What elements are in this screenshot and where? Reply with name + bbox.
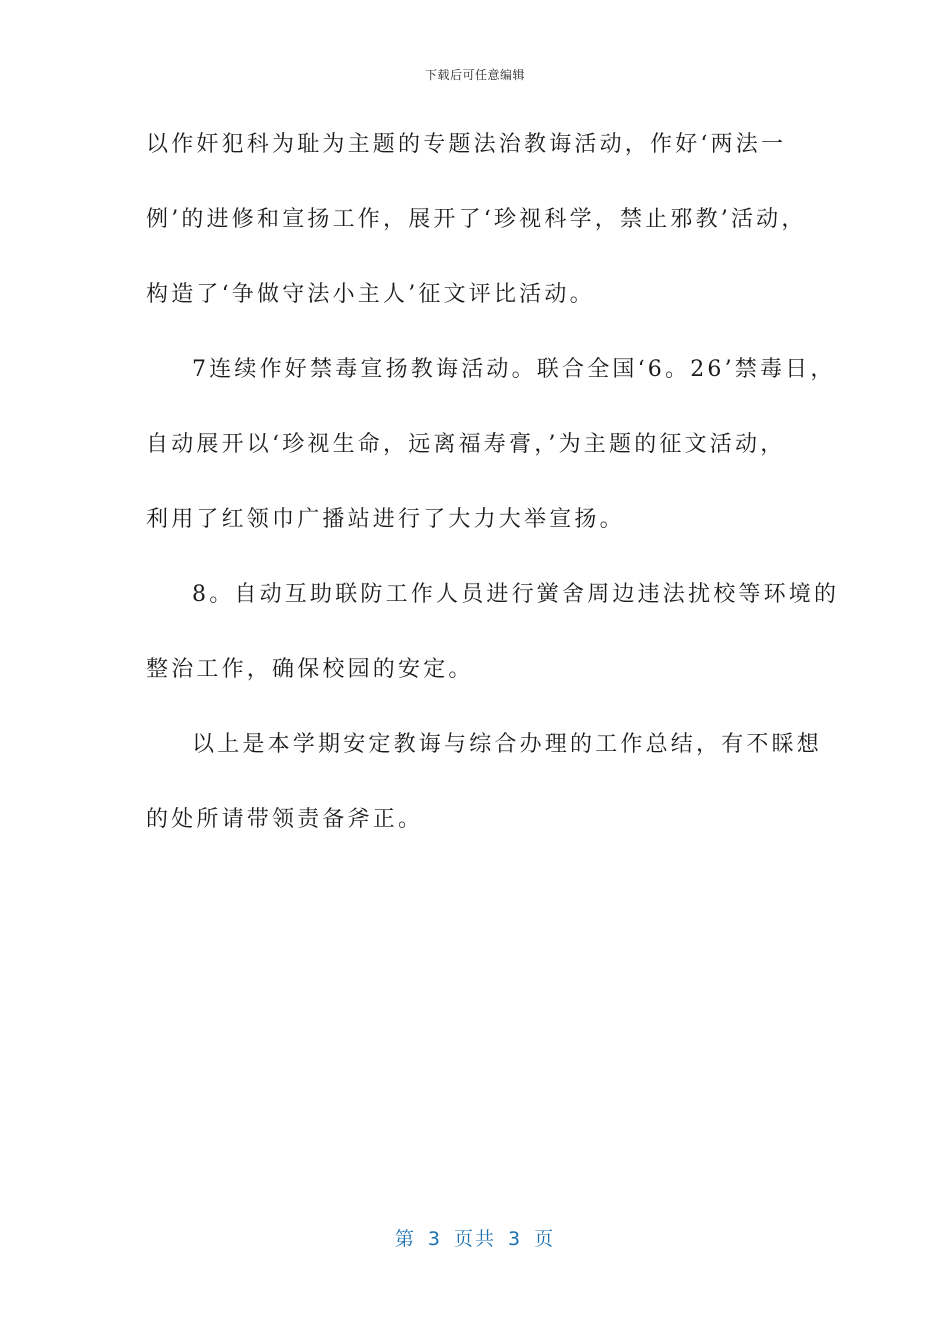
total-pages-number: 3 — [508, 1228, 523, 1250]
footer-middle: 页共 — [453, 1228, 496, 1250]
footer-prefix: 第 — [394, 1228, 416, 1250]
body-line: 的处所请带领责备斧正。 — [146, 807, 424, 832]
footer-suffix: 页 — [534, 1228, 556, 1250]
current-page-number: 3 — [427, 1228, 442, 1250]
body-line: 以上是本学期安定教诲与综合办理的工作总结，有不睬想 — [192, 732, 823, 757]
page-footer — [0, 1224, 950, 1251]
body-line: 例’的进修和宣扬工作，展开了‘珍视科学，禁止邪教’活动， — [146, 207, 807, 232]
document-body — [146, 122, 840, 872]
body-line: 构造了‘争做守法小主人’征文评比活动。 — [146, 282, 595, 307]
body-line: 8。自动互助联防工作人员进行黉舍周边违法扰校等环境的 — [192, 582, 840, 607]
body-line: 自动展开以‘珍视生命，远离福寿膏，’为主题的征文活动， — [146, 432, 786, 457]
body-line: 整治工作，确保校园的安定。 — [146, 657, 474, 682]
body-line: 以作奸犯科为耻为主题的专题法治教诲活动，作好‘两法一 — [146, 132, 787, 157]
body-line: 7连续作好禁毒宣扬教诲活动。联合全国‘6。26’禁毒日， — [192, 357, 836, 382]
page-header: 下载后可任意编辑 — [424, 68, 525, 82]
body-line: 利用了红领巾广播站进行了大力大举宣扬。 — [146, 507, 625, 532]
